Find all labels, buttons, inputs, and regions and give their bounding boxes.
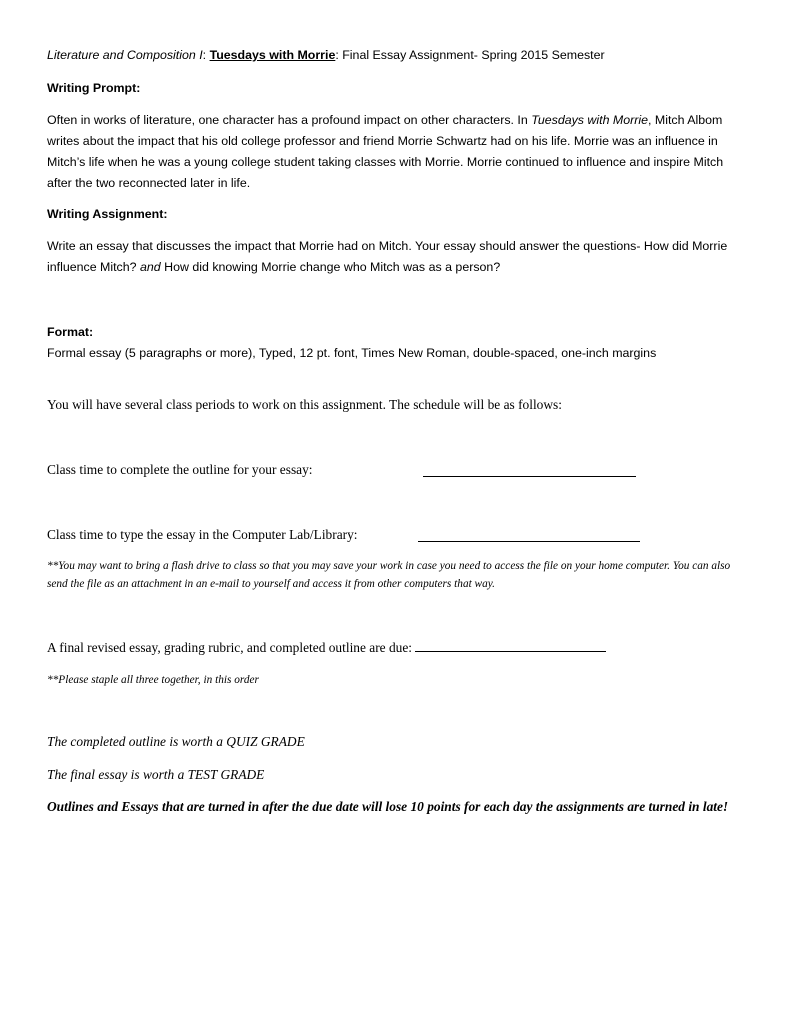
lab-schedule-line [47,525,747,545]
outline-schedule-line [47,460,747,480]
lab-date-blank[interactable] [418,528,640,542]
lab-schedule-label: Class time to type the essay in the Computer Lab/Library: [47,527,358,542]
assignment-text-part: Write an essay that discusses the impact that Morrie had on Mitch. Your essay should answer the questions- How did Morrie influence Mitch? [47,239,728,274]
document-header [47,45,747,66]
format-heading: Format: [47,325,94,339]
assignment-text-part: How did knowing Morrie change who Mitch was as a person? [160,260,501,274]
outline-worth: The completed outline is worth a QUIZ GRADE [47,734,305,749]
header-separator: : [202,48,210,62]
writing-assignment-heading: Writing Assignment: [47,207,168,221]
prompt-text-part: , Mitch Albom writes about the impact that his old college professor and friend Morrie Schwartz had on his life. Morrie was an influence in Mitch’s life when he was a young college student taking classes with Morrie. Morrie continued to influence and inspire Mitch after the two reconnected later in life. [47,113,724,190]
writing-prompt-text [47,110,742,194]
writing-prompt-heading: Writing Prompt: [47,81,141,95]
outline-date-blank[interactable] [423,463,636,477]
due-date-line [47,638,747,658]
course-title: Literature and Composition I [47,48,203,62]
essay-worth: The final essay is worth a TEST GRADE [47,767,265,782]
prompt-text-part: Often in works of literature, one character has a profound impact on other characters. In [47,113,532,127]
due-date-label: A final revised essay, grading rubric, and completed outline are due: [47,640,416,655]
format-text: Formal essay (5 paragraphs or more), Typed, 12 pt. font, Times New Roman, double-spaced, one-inch margins [47,346,657,360]
assignment-title: : Final Essay Assignment- Spring 2015 Semester [335,48,605,62]
prompt-book-title: Tuesdays with Morrie [531,113,649,127]
schedule-intro: You will have several class periods to work on this assignment. The schedule will be as follows: [47,397,562,412]
flash-drive-note: **You may want to bring a flash drive to class so that you may save your work in case you need to access the file on your home computer. You can also send the file as an attachment in an e-mail to yourself and access it from other computers that way. [47,560,731,590]
assignment-and-word: and [139,260,161,274]
outline-schedule-label: Class time to complete the outline for your essay: [47,462,313,477]
writing-assignment-text [47,236,737,278]
late-policy: Outlines and Essays that are turned in after the due date will lose 10 points for each day the assignments are turned in late! [47,799,729,814]
due-date-blank[interactable] [415,638,606,652]
staple-note: **Please staple all three together, in this order [47,674,259,686]
book-title: Tuesdays with Morrie [209,48,336,62]
